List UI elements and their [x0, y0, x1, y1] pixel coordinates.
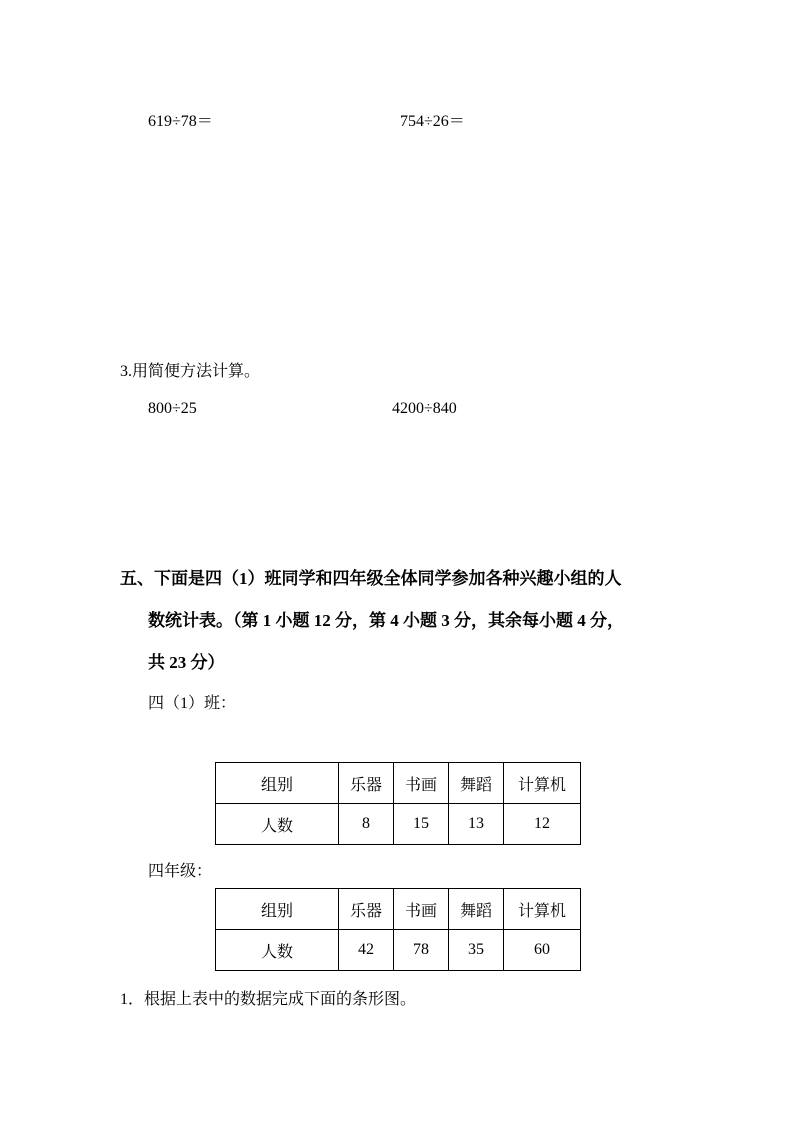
header-cell-group: 组别 — [216, 763, 339, 804]
class-table-count-row — [216, 804, 581, 845]
section-five-line-2: 数统计表。（第 1 小题 12 分，第 4 小题 3 分，其余每小题 4 分， — [148, 611, 624, 630]
count-cell-computer: 60 — [504, 930, 581, 971]
header-cell-dance: 舞蹈 — [449, 763, 504, 804]
row-label-count: 人数 — [216, 930, 339, 971]
header-cell-calligraphy: 书画 — [394, 889, 449, 930]
count-cell-dance: 13 — [449, 804, 504, 845]
header-cell-computer: 计算机 — [504, 889, 581, 930]
count-cell-dance: 35 — [449, 930, 504, 971]
header-cell-computer: 计算机 — [504, 763, 581, 804]
simplify-problem-2: 4200÷840 — [392, 400, 457, 417]
class-table — [215, 762, 581, 845]
question-1: 1．根据上表中的数据完成下面的条形图。 — [120, 991, 417, 1008]
class-table-label: 四（1）班： — [148, 695, 237, 712]
row-label-count: 人数 — [216, 804, 339, 845]
simplify-heading: 3.用简便方法计算。 — [120, 363, 261, 380]
section-five-line-3: 共 23 分） — [148, 653, 225, 672]
section-five-line-1: 五、下面是四（1）班同学和四年级全体同学参加各种兴趣小组的人 — [120, 569, 622, 588]
header-cell-calligraphy: 书画 — [394, 763, 449, 804]
count-cell-instrument: 8 — [339, 804, 394, 845]
grade-table-label: 四年级： — [148, 863, 213, 880]
header-cell-instrument: 乐器 — [339, 763, 394, 804]
count-cell-calligraphy: 15 — [394, 804, 449, 845]
header-cell-group: 组别 — [216, 889, 339, 930]
grade-table-count-row — [216, 930, 581, 971]
count-cell-instrument: 42 — [339, 930, 394, 971]
count-cell-computer: 12 — [504, 804, 581, 845]
division-problem-2: 754÷26＝ — [400, 113, 465, 130]
division-problem-1: 619÷78＝ — [148, 113, 213, 130]
grade-table — [215, 888, 581, 971]
count-cell-calligraphy: 78 — [394, 930, 449, 971]
grade-table-header-row — [216, 889, 581, 930]
header-cell-instrument: 乐器 — [339, 889, 394, 930]
class-table-header-row — [216, 763, 581, 804]
simplify-problem-1: 800÷25 — [148, 400, 197, 417]
header-cell-dance: 舞蹈 — [449, 889, 504, 930]
